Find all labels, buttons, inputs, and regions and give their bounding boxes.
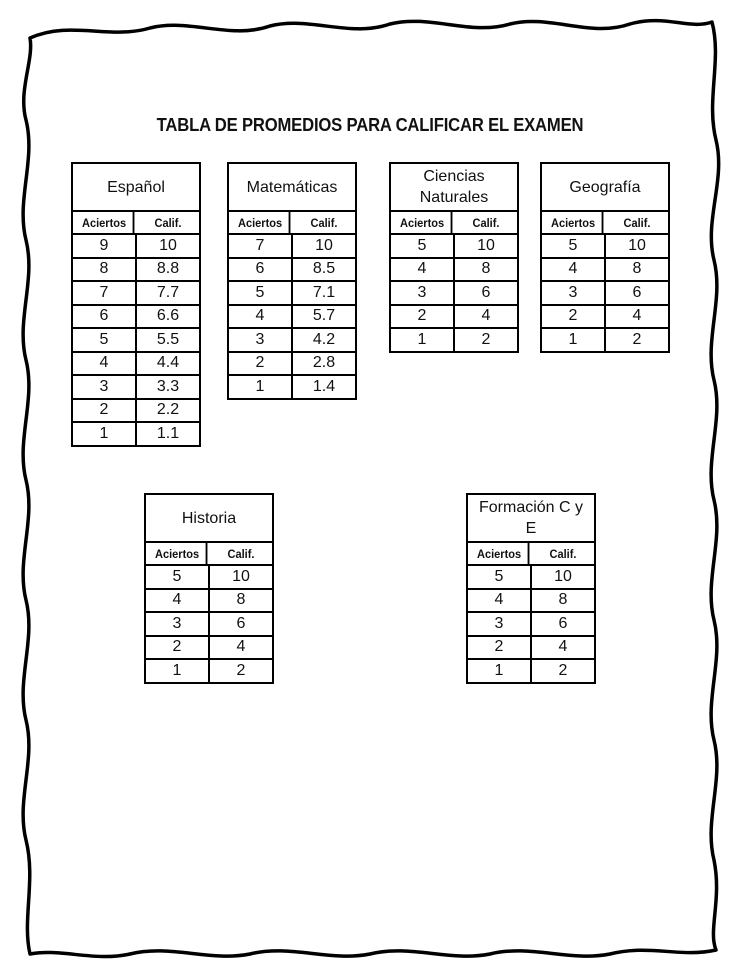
- table-ciencias-naturales: [389, 162, 519, 353]
- table-row: [229, 259, 355, 283]
- table-row: [229, 329, 355, 353]
- calif-cell: 2.2: [156, 401, 180, 419]
- column-headers: [468, 543, 594, 566]
- table-row: [391, 235, 517, 259]
- table-row: [146, 590, 272, 614]
- calif-cell: 6: [632, 283, 642, 301]
- aciertos-cell: 2: [229, 353, 293, 375]
- calif-header: Calif.: [623, 215, 651, 230]
- aciertos-header: Aciertos: [471, 543, 530, 564]
- aciertos-cell: 6: [229, 259, 293, 281]
- calif-cell: 10: [477, 236, 495, 254]
- calif-cell: 7.1: [312, 283, 336, 301]
- aciertos-cell: 9: [73, 235, 137, 257]
- calif-cell: 6.6: [156, 307, 180, 325]
- aciertos-header: Aciertos: [545, 212, 604, 233]
- calif-cell: 4: [632, 307, 642, 325]
- calif-header: Calif.: [227, 546, 255, 561]
- subject-heading: Matemáticas: [229, 164, 355, 212]
- aciertos-cell: 5: [73, 329, 137, 351]
- aciertos-cell: 3: [73, 376, 137, 398]
- table-row: [73, 423, 199, 445]
- calif-cell: 2: [558, 661, 568, 679]
- aciertos-cell: 5: [229, 282, 293, 304]
- table-row: [73, 235, 199, 259]
- calif-cell: 3.3: [156, 377, 180, 395]
- table-row: [146, 660, 272, 682]
- table-row: [542, 259, 668, 283]
- calif-cell: 10: [554, 567, 572, 585]
- table-row: [146, 613, 272, 637]
- aciertos-cell: 1: [542, 329, 606, 351]
- calif-cell: 4: [481, 307, 491, 325]
- column-headers: [229, 212, 355, 235]
- aciertos-cell: 4: [73, 353, 137, 375]
- table-row: [391, 306, 517, 330]
- aciertos-cell: 4: [542, 259, 606, 281]
- table-row: [229, 235, 355, 259]
- table-row: [391, 259, 517, 283]
- aciertos-header: Aciertos: [149, 543, 208, 564]
- aciertos-cell: 3: [229, 329, 293, 351]
- table-historia: [144, 493, 274, 684]
- column-headers: [542, 212, 668, 235]
- calif-cell: 4: [558, 638, 568, 656]
- table-row: [229, 306, 355, 330]
- aciertos-cell: 5: [468, 566, 532, 588]
- table-row: [229, 282, 355, 306]
- calif-cell: 8.5: [312, 260, 336, 278]
- table-row: [73, 282, 199, 306]
- aciertos-cell: 3: [391, 282, 455, 304]
- table-row: [229, 376, 355, 398]
- calif-cell: 2.8: [312, 354, 336, 372]
- subject-heading: Ciencias Naturales: [391, 164, 517, 212]
- calif-cell: 1.4: [312, 377, 336, 395]
- aciertos-cell: 8: [73, 259, 137, 281]
- page-title: TABLA DE PROMEDIOS PARA CALIFICAR EL EXAMEN: [156, 114, 584, 135]
- table-row: [391, 329, 517, 351]
- table-row: [542, 329, 668, 351]
- calif-cell: 8: [236, 591, 246, 609]
- table-espanol: [71, 162, 201, 447]
- calif-cell: 10: [232, 567, 250, 585]
- aciertos-header: Aciertos: [76, 212, 135, 233]
- aciertos-cell: 5: [542, 235, 606, 257]
- table-row: [468, 590, 594, 614]
- table-row: [542, 235, 668, 259]
- column-headers: [146, 543, 272, 566]
- calif-header: Calif.: [154, 215, 182, 230]
- table-row: [73, 329, 199, 353]
- table-matematicas: [227, 162, 357, 400]
- calif-cell: 5.5: [156, 330, 180, 348]
- table-body: [146, 566, 272, 682]
- table-row: [73, 306, 199, 330]
- calif-cell: 4: [236, 638, 246, 656]
- calif-cell: 6: [481, 283, 491, 301]
- aciertos-cell: 2: [146, 637, 210, 659]
- subject-heading: Formación C y E: [468, 495, 594, 543]
- aciertos-cell: 1: [229, 376, 293, 398]
- table-row: [468, 637, 594, 661]
- table-row: [542, 306, 668, 330]
- table-body: [468, 566, 594, 682]
- aciertos-cell: 4: [229, 306, 293, 328]
- aciertos-cell: 7: [229, 235, 293, 257]
- table-body: [391, 235, 517, 351]
- calif-cell: 6: [236, 614, 246, 632]
- table-body: [542, 235, 668, 351]
- aciertos-cell: 1: [391, 329, 455, 351]
- table-row: [73, 353, 199, 377]
- table-row: [73, 259, 199, 283]
- table-row: [146, 637, 272, 661]
- calif-cell: 4.4: [156, 354, 180, 372]
- calif-cell: 8: [558, 591, 568, 609]
- aciertos-cell: 1: [468, 660, 532, 682]
- aciertos-cell: 6: [73, 306, 137, 328]
- table-row: [146, 566, 272, 590]
- aciertos-cell: 3: [146, 613, 210, 635]
- aciertos-cell: 4: [391, 259, 455, 281]
- aciertos-cell: 2: [391, 306, 455, 328]
- calif-header: Calif.: [472, 215, 500, 230]
- column-headers: [391, 212, 517, 235]
- table-row: [542, 282, 668, 306]
- calif-cell: 8: [481, 260, 491, 278]
- aciertos-cell: 3: [468, 613, 532, 635]
- calif-cell: 10: [628, 236, 646, 254]
- aciertos-header: Aciertos: [394, 212, 453, 233]
- subject-heading: Geografía: [542, 164, 668, 212]
- aciertos-cell: 2: [468, 637, 532, 659]
- calif-cell: 10: [159, 236, 177, 254]
- table-row: [229, 353, 355, 377]
- aciertos-cell: 1: [146, 660, 210, 682]
- table-row: [73, 376, 199, 400]
- table-row: [391, 282, 517, 306]
- calif-cell: 5.7: [312, 307, 336, 325]
- aciertos-cell: 7: [73, 282, 137, 304]
- table-body: [73, 235, 199, 445]
- aciertos-cell: 4: [146, 590, 210, 612]
- aciertos-cell: 5: [146, 566, 210, 588]
- calif-cell: 4.2: [312, 330, 336, 348]
- calif-cell: 7.7: [156, 283, 180, 301]
- aciertos-header: Aciertos: [232, 212, 291, 233]
- aciertos-cell: 4: [468, 590, 532, 612]
- calif-cell: 2: [481, 330, 491, 348]
- aciertos-cell: 3: [542, 282, 606, 304]
- table-body: [229, 235, 355, 398]
- aciertos-cell: 2: [542, 306, 606, 328]
- calif-header: Calif.: [310, 215, 338, 230]
- table-row: [468, 566, 594, 590]
- calif-cell: 10: [315, 236, 333, 254]
- table-row: [468, 660, 594, 682]
- calif-header: Calif.: [549, 546, 577, 561]
- calif-cell: 8: [632, 260, 642, 278]
- calif-cell: 8.8: [156, 260, 180, 278]
- subject-heading: Historia: [146, 495, 272, 543]
- table-geografia: [540, 162, 670, 353]
- calif-cell: 6: [558, 614, 568, 632]
- calif-cell: 2: [632, 330, 642, 348]
- aciertos-cell: 2: [73, 400, 137, 422]
- aciertos-cell: 5: [391, 235, 455, 257]
- aciertos-cell: 1: [73, 423, 137, 445]
- calif-cell: 2: [236, 661, 246, 679]
- table-formacion-cye: [466, 493, 596, 684]
- table-row: [73, 400, 199, 424]
- table-row: [468, 613, 594, 637]
- subject-heading: Español: [73, 164, 199, 212]
- column-headers: [73, 212, 199, 235]
- calif-cell: 1.1: [156, 424, 180, 442]
